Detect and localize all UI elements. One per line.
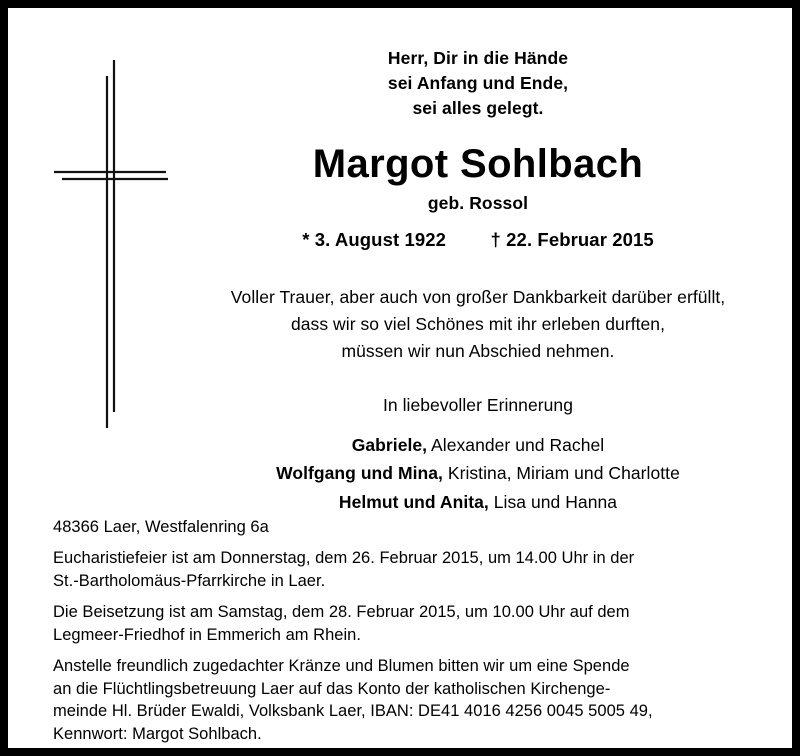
burial-line-2: Legmeer-Friedhof in Emmerich am Rhein.	[53, 625, 361, 644]
donation-block	[53, 655, 765, 745]
tribute-line-1: Voller Trauer, aber auch von großer Dankbarkeit darüber erfüllt,	[230, 286, 726, 307]
verse-line-3: sei alles gelegt.	[412, 97, 544, 118]
remembrance-heading: In liebevoller Erinnerung	[383, 394, 573, 415]
mourner-rest: Kristina, Miriam und Charlotte	[442, 463, 680, 484]
notice-inner	[8, 8, 792, 748]
opening-verse	[158, 46, 798, 121]
life-dates	[158, 229, 798, 251]
service-line-2: St.-Bartholomäus-Pfarrkirche in Laer.	[53, 571, 326, 590]
list-item	[158, 459, 798, 487]
address-block	[53, 516, 765, 538]
mourner-rest: Lisa und Hanna	[488, 491, 618, 512]
tribute-text	[158, 284, 798, 365]
maiden-name: geb. Rossol	[427, 192, 529, 213]
mourner-rest: Alexander und Rachel	[427, 434, 605, 455]
birth-date: * 3. August 1922	[302, 228, 447, 250]
list-item	[158, 431, 798, 459]
service-block	[53, 547, 765, 592]
tribute-line-3: müssen wir nun Abschied nehmen.	[341, 340, 615, 361]
notice-main-block	[158, 8, 798, 516]
mourner-lead: Wolfgang und Mina,	[276, 463, 443, 484]
verse-line-1: Herr, Dir in die Hände	[387, 48, 569, 68]
cross-icon	[48, 50, 168, 430]
verse-line-2: sei Anfang und Ende,	[387, 72, 569, 93]
mourner-lead: Helmut und Anita,	[338, 491, 489, 512]
deceased-name: Margot Sohlbach	[312, 141, 644, 186]
address-line: 48366 Laer, Westfalenring 6a	[53, 518, 269, 536]
tribute-line-2: dass wir so viel Schönes mit ihr erleben durften,	[290, 313, 665, 334]
list-item	[158, 488, 798, 516]
service-line-1: Eucharistiefeier ist am Donnerstag, dem 26. Februar 2015, um 14.00 Uhr in der	[53, 549, 635, 568]
burial-line-1: Die Beisetzung ist am Samstag, dem 28. Februar 2015, um 10.00 Uhr auf dem	[53, 603, 630, 622]
burial-block	[53, 601, 765, 646]
mourners-list	[158, 431, 798, 516]
funeral-details	[53, 516, 765, 745]
donation-line-3: meinde Hl. Brüder Ewaldi, Volksbank Laer, IBAN: DE41 4016 4256 0045 5005 49,	[53, 702, 653, 721]
mourner-lead: Gabriele,	[351, 434, 428, 455]
death-date: † 22. Februar 2015	[490, 228, 654, 250]
donation-line-2: an die Flüchtlingsbetreuung Laer auf das Konto der katholischen Kirchenge-	[53, 679, 611, 698]
donation-line-4: Kennwort: Margot Sohlbach.	[53, 724, 262, 743]
donation-line-1: Anstelle freundlich zugedachter Kränze und Blumen bitten wir um eine Spende	[53, 657, 630, 676]
